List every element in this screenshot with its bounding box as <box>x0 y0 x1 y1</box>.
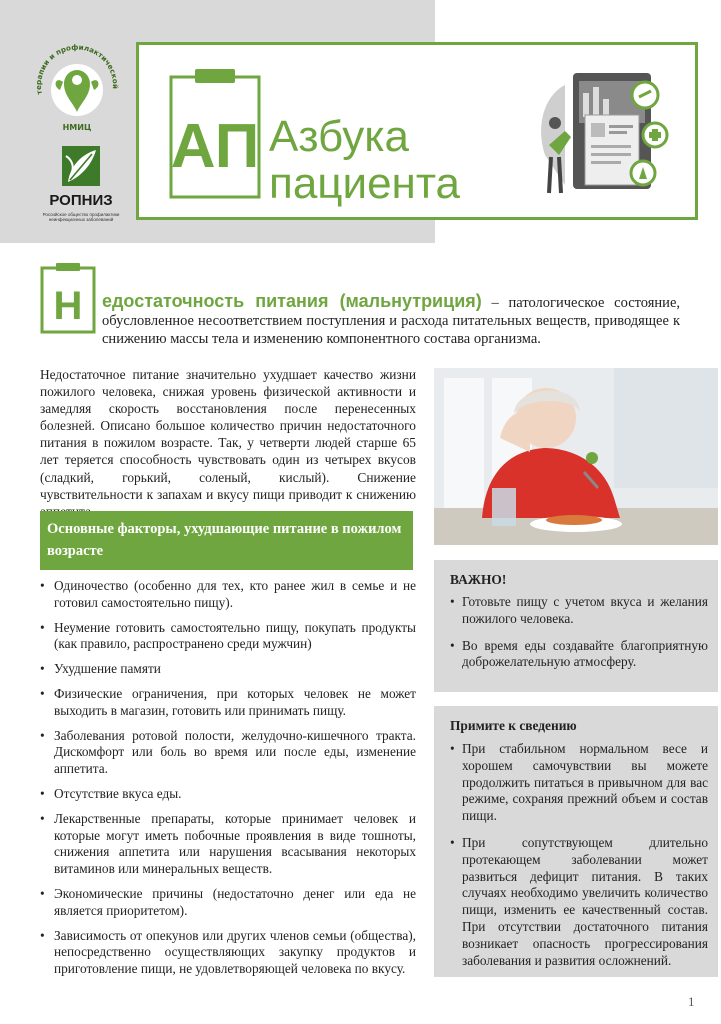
ropniz-mark-icon <box>56 142 106 190</box>
factors-heading: Основные факторы, ухудшающие питание в пожилом возрасте <box>40 511 413 570</box>
medical-record-illustration-icon <box>525 65 675 205</box>
intro-initial: Н <box>53 284 83 328</box>
ropniz-name: РОПНИЗ <box>49 192 113 209</box>
list-item: • При сопутствующем длительно протекающем заболевании может развиться дефицит питания. В таких случаях необходимо увеличить количество пищи, изменить ее качественный состав. При отсутствии достаточного питания возникает опасность прогрессирования заболевания и развития осложнений. <box>450 835 708 969</box>
list-item: • Готовьте пищу с учетом вкуса и желания пожилого человека. <box>450 594 708 628</box>
ropniz-logo <box>36 142 126 228</box>
info-box <box>434 706 718 977</box>
important-box <box>434 560 718 692</box>
title-banner <box>136 42 698 220</box>
title-icon-letters: АП <box>170 112 260 181</box>
intro-term: едостаточность питания (мальнутриция) <box>102 291 482 311</box>
nmic-logo <box>30 40 124 134</box>
list-item: • Отсутствие вкуса еды. <box>40 786 416 803</box>
list-item: • Лекарственные препараты, которые принимает человек и которые могут иметь побочные проявления в виде тошноты, снижения аппетита или нарушения всасывания некоторых витаминов или минеральных веществ. <box>40 811 416 878</box>
list-item: • Заболевания ротовой полости, желудочно-кишечного тракта. Дискомфорт или боль во время или после еды, изменение аппетита. <box>40 728 416 778</box>
logo1-text: терапии и профилактической <box>33 42 121 96</box>
list-item: • Физические ограничения, при которых человек не может выходить в магазин, готовить или принимать пищу. <box>40 686 416 720</box>
list-item: • Неумение готовить самостоятельно пищу, покупать продукты (как правило, распространено среди мужчин) <box>40 620 416 654</box>
list-item: • При стабильном нормальном весе и хорошем самочувствии вы можете продолжить питаться в привычном для вас режиме, сохраняя прежний объем и состав пищи. <box>450 741 708 825</box>
ropniz-subtitle: Российское общество профилактики неинфекционных заболеваний <box>42 212 120 222</box>
info-title: Примите к сведению <box>450 718 577 733</box>
main-paragraph: Недостаточное питание значительно ухудшает качество жизни пожилого человека, снижая уровень физической активности и замедляя скорость восстановления после перенесенных болезней. Описано большое количество причин недостаточного питания в пожилом возрасте. Так, у четверти людей старше 65 лет теряется способность чувствовать один из четырех вкусов (сладкий, горький, соленый, кислый). Снижение чувствительности к запахам и вкусу пищи приводит к снижению <box>40 367 416 502</box>
list-item: • Ухудшение памяти <box>40 661 416 678</box>
title-line1: Азбука <box>269 112 409 161</box>
list-item: • Одиночество (особенно для тех, кто ранее жил в семье и не готовил самостоятельно пищу). <box>40 578 416 612</box>
info-list <box>450 741 708 979</box>
list-item: • Зависимость от опекунов или других членов семьи (общества), непосредственно осуществляющих закупку продуктов и приготовление пищи, не удовлетворяющей человека по вкусу. <box>40 928 416 978</box>
initial-letter-clipboard-icon <box>40 262 96 334</box>
factors-list <box>40 578 416 986</box>
clipboard-icon <box>169 67 261 199</box>
important-title: ВАЖНО! <box>450 572 507 587</box>
important-list <box>450 594 708 681</box>
page-number: 1 <box>688 994 695 1009</box>
list-item: • Экономические причины (недостаточно денег или еда не является приоритетом). <box>40 886 416 920</box>
list-item: • Во время еды создавайте благоприятную доброжелательную атмосферу. <box>450 638 708 672</box>
elderly-woman-photo <box>434 368 718 545</box>
definition-intro <box>102 292 680 348</box>
intro-definition: – патологическое состояние, обусловленное несоответствием поступления и расхода питательных веществ, приводящее к снижению массы тела и изменению компонентного состава организма. <box>102 295 681 347</box>
title-line2: пациента <box>269 159 460 208</box>
logo1-abbr: НМИЦ <box>62 123 92 132</box>
